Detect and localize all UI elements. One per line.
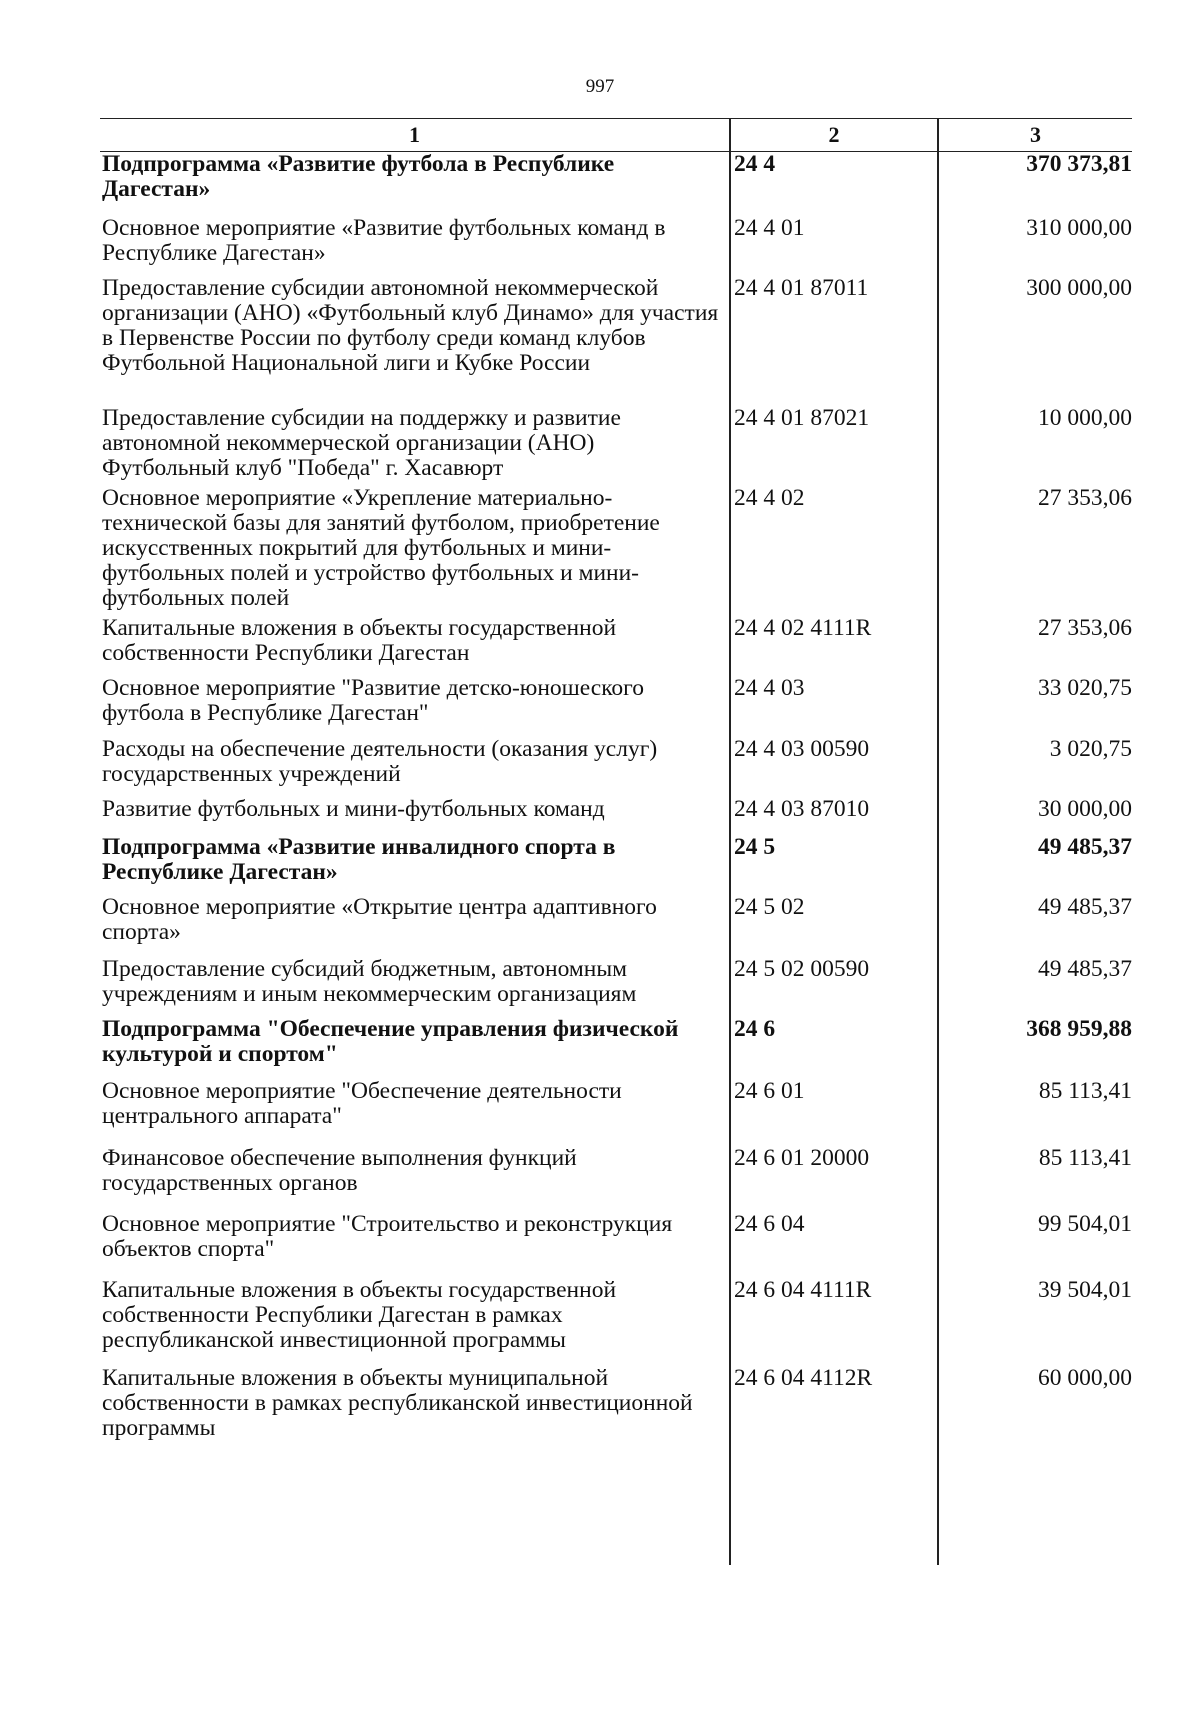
row-code: 24 4 03 87010 [734, 796, 870, 822]
row-code: 24 6 04 4112R [734, 1365, 873, 1391]
row-name: Развитие футбольных и мини-футбольных команд [102, 796, 605, 822]
row-code: 24 6 04 [734, 1211, 805, 1237]
row-name: Основное мероприятие «Развитие футбольных команд в Республике Дагестан» [102, 215, 666, 266]
row-amount: 300 000,00 [1026, 275, 1132, 301]
row-code: 24 6 [734, 1016, 776, 1042]
row-name: Предоставление субсидии на поддержку и развитие автономной некоммерческой организации (АНО) Футбольный клуб "Победа" г. Хасавюрт [102, 405, 621, 481]
row-amount: 33 020,75 [1038, 675, 1132, 701]
table-row [100, 895, 1132, 945]
row-name: Основное мероприятие «Укрепление материально-технической базы для занятий футболом, приобретение искусственных покрытий для футбольных и мини-футбольных полей и устройство футбольных и мини-футбольных полей [102, 485, 660, 611]
row-amount: 310 000,00 [1026, 215, 1132, 241]
row-code: 24 4 02 [734, 485, 805, 511]
row-code: 24 5 02 [734, 894, 805, 920]
table-row [100, 405, 1132, 481]
row-name: Основное мероприятие "Обеспечение деятельности центрального аппарата" [102, 1078, 622, 1129]
row-amount: 10 000,00 [1038, 405, 1132, 431]
row-code: 24 4 01 [734, 215, 805, 241]
row-name: Подпрограмма "Обеспечение управления физической культурой и спортом" [102, 1016, 679, 1067]
row-amount: 49 485,37 [1038, 894, 1132, 920]
row-amount: 370 373,81 [1026, 151, 1132, 177]
table-row [100, 1146, 1132, 1196]
row-code: 24 6 01 [734, 1078, 805, 1104]
row-name: Финансовое обеспечение выполнения функций государственных органов [102, 1145, 577, 1196]
row-name: Основное мероприятие "Строительство и реконструкция объектов спорта" [102, 1211, 673, 1262]
header-col-2: 2 [828, 122, 840, 147]
table-body [100, 152, 1132, 1552]
table-row [100, 485, 1132, 611]
header-col-3: 3 [1030, 122, 1041, 147]
row-amount: 30 000,00 [1038, 796, 1132, 822]
table-row [100, 957, 1132, 1007]
row-name: Предоставление субсидии автономной некоммерческой организации (АНО) «Футбольный клуб Динамо» для участия в Первенстве России по футболу среди команд клубов Футбольной Национальной лиги и Кубке России [102, 275, 719, 376]
row-name: Капитальные вложения в объекты государственной собственности Республики Дагестан в рамках республиканской инвестиционной программы [102, 1277, 617, 1353]
row-code: 24 4 02 4111R [734, 615, 872, 641]
row-code: 24 5 [734, 834, 776, 860]
row-amount: 85 113,41 [1038, 1078, 1132, 1104]
row-name: Расходы на обеспечение деятельности (оказания услуг) государственных учреждений [102, 736, 658, 787]
row-code: 24 4 01 87021 [734, 405, 870, 431]
row-code: 24 5 02 00590 [734, 956, 870, 982]
row-name: Предоставление субсидий бюджетным, автономным учреждениям и иным некоммерческим организациям [102, 956, 637, 1007]
table-row [100, 797, 1132, 831]
row-code: 24 6 01 20000 [734, 1145, 870, 1171]
row-code: 24 4 01 87011 [734, 275, 869, 301]
row-code: 24 6 04 4111R [734, 1277, 872, 1303]
row-amount: 3 020,75 [1049, 736, 1132, 762]
row-name: Подпрограмма «Развитие инвалидного спорта в Республике Дагестан» [102, 834, 616, 885]
page-number: 997 [585, 76, 615, 97]
row-name: Подпрограмма «Развитие футбола в Республике Дагестан» [102, 151, 615, 202]
row-amount: 27 353,06 [1038, 485, 1132, 511]
table-header [100, 119, 1132, 152]
row-amount: 368 959,88 [1026, 1016, 1132, 1042]
table-row [100, 276, 1132, 396]
row-amount: 60 000,00 [1038, 1365, 1132, 1391]
row-amount: 49 485,37 [1038, 834, 1132, 860]
budget-table [100, 118, 1132, 1552]
row-amount: 27 353,06 [1038, 615, 1132, 641]
row-amount: 49 485,37 [1038, 956, 1132, 982]
table-row [100, 1212, 1132, 1262]
table-row [100, 152, 1132, 206]
row-name: Основное мероприятие "Развитие детско-юношеского футбола в Республике Дагестан" [102, 675, 644, 726]
table-row [100, 676, 1132, 726]
table-row [100, 216, 1132, 266]
header-col-1: 1 [409, 122, 420, 147]
row-name: Капитальные вложения в объекты государственной собственности Республики Дагестан [102, 615, 617, 666]
table-row [100, 737, 1132, 787]
row-amount: 99 504,01 [1038, 1211, 1132, 1237]
row-code: 24 4 03 [734, 675, 805, 701]
row-name: Капитальные вложения в объекты муниципальной собственности в рамках республиканской инвестиционной программы [102, 1365, 693, 1441]
table-row [100, 835, 1132, 885]
table-row [100, 1017, 1132, 1067]
row-amount: 39 504,01 [1038, 1277, 1132, 1303]
table-row [100, 1365, 1132, 1441]
table-row [100, 1079, 1132, 1129]
row-code: 24 4 [734, 151, 776, 177]
table-row [100, 616, 1132, 666]
row-amount: 85 113,41 [1038, 1145, 1132, 1171]
row-name: Основное мероприятие «Открытие центра адаптивного спорта» [102, 894, 657, 945]
row-code: 24 4 03 00590 [734, 736, 870, 762]
table-row [100, 1278, 1132, 1358]
